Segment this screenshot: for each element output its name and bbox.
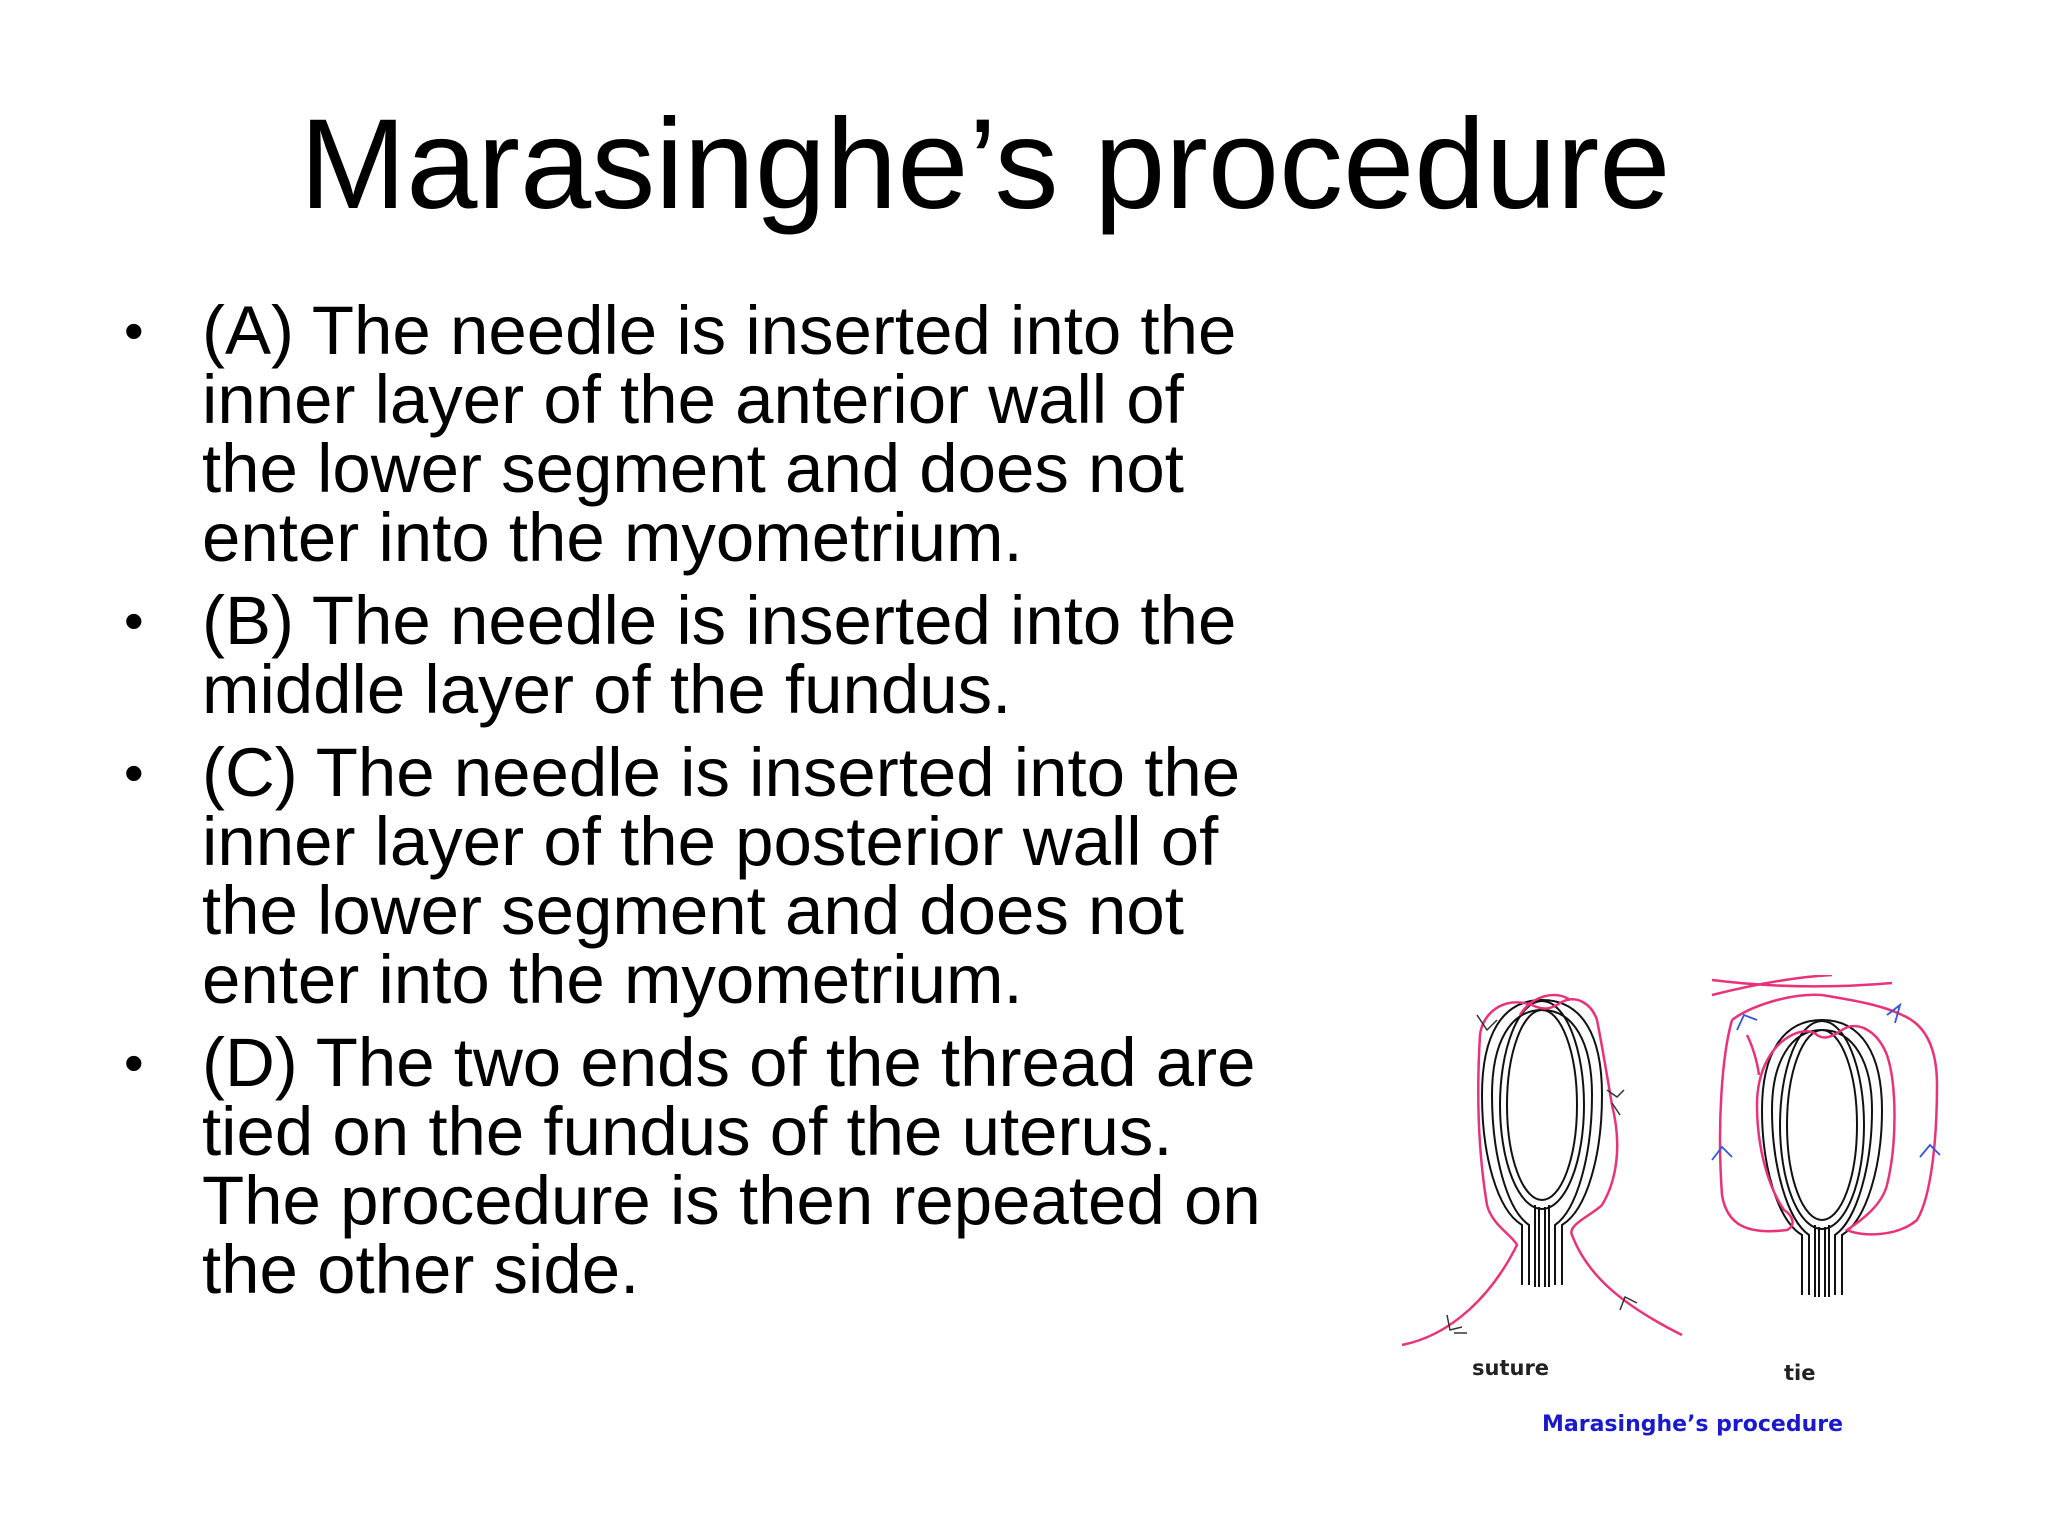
bullet-item-b bbox=[120, 582, 1330, 728]
bullet-line: The procedure is then repeated on bbox=[202, 1162, 1261, 1239]
procedure-illustration bbox=[1392, 975, 1992, 1475]
bullet-line: (B) The needle is inserted into the bbox=[202, 582, 1237, 659]
suture-thread-left bbox=[1402, 995, 1682, 1345]
suture-thread-right bbox=[1712, 975, 1937, 1234]
label-tie: tie bbox=[1784, 1361, 1816, 1385]
bullet-line: the lower segment and does not bbox=[202, 872, 1184, 949]
arrow-marks-right bbox=[1712, 1005, 1940, 1160]
bullet-line: inner layer of the posterior wall of bbox=[202, 803, 1219, 880]
bullet-item-c bbox=[120, 734, 1330, 1018]
bullet-line: (A) The needle is inserted into the bbox=[202, 292, 1237, 369]
bullet-marker: • bbox=[124, 1031, 144, 1094]
bullet-line: the other side. bbox=[202, 1231, 640, 1308]
procedure-diagram bbox=[1392, 975, 1992, 1475]
bullet-line: (D) The two ends of the thread are bbox=[202, 1024, 1256, 1101]
bullet-item-d bbox=[120, 1024, 1330, 1308]
bullet-marker: • bbox=[124, 299, 144, 362]
bullet-line: enter into the myometrium. bbox=[202, 499, 1023, 576]
bullet-item-a bbox=[120, 292, 1330, 576]
bullet-line: middle layer of the fundus. bbox=[202, 651, 1012, 728]
bullet-list bbox=[120, 292, 1330, 1318]
bullet-line: inner layer of the anterior wall of bbox=[202, 361, 1184, 438]
label-suture: suture bbox=[1472, 1356, 1550, 1380]
bullet-line: tied on the fundus of the uterus. bbox=[202, 1093, 1173, 1170]
uterus-right bbox=[1762, 1020, 1882, 1297]
arrow-marks-left bbox=[1447, 1015, 1637, 1333]
slide-title: Marasinghe’s procedure bbox=[299, 93, 1671, 236]
bullet-marker: • bbox=[124, 741, 144, 804]
bullet-line: the lower segment and does not bbox=[202, 430, 1184, 507]
bullet-line: (C) The needle is inserted into the bbox=[202, 734, 1241, 811]
figure-caption: Marasinghe’s procedure bbox=[1542, 1412, 1844, 1437]
uterus-left bbox=[1482, 1000, 1602, 1287]
bullet-line: enter into the myometrium. bbox=[202, 941, 1023, 1018]
bullet-marker: • bbox=[124, 589, 144, 652]
